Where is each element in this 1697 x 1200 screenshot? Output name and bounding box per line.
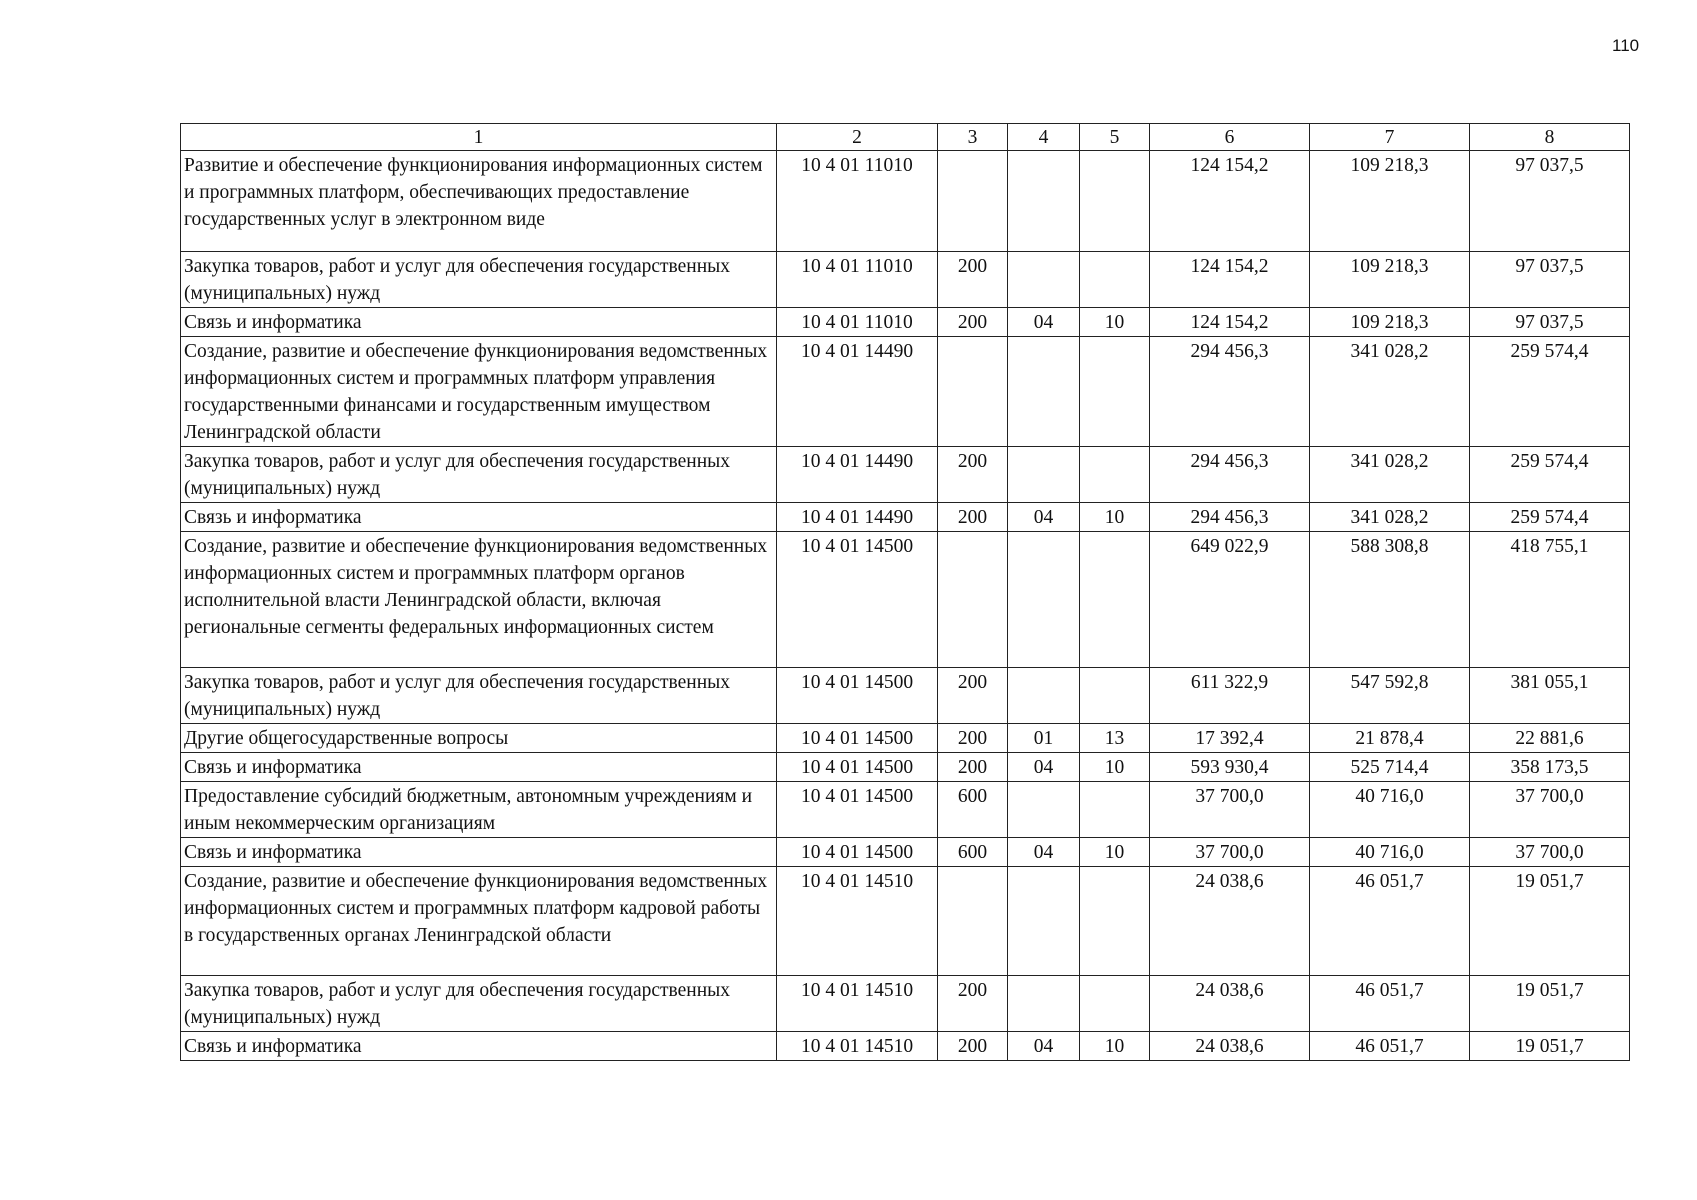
- subsection-cell: [1080, 867, 1150, 976]
- expense-type-cell: 200: [938, 668, 1008, 724]
- expense-type-cell: 200: [938, 1032, 1008, 1061]
- subsection-cell: [1080, 447, 1150, 503]
- amount-year2-cell: 109 218,3: [1310, 308, 1470, 337]
- subsection-cell: 13: [1080, 724, 1150, 753]
- amount-year3-cell: 22 881,6: [1470, 724, 1630, 753]
- table-row: [181, 782, 1630, 838]
- amount-year2-cell: 341 028,2: [1310, 503, 1470, 532]
- target-article-cell: 10 4 01 14490: [777, 447, 938, 503]
- amount-year1-cell: 649 022,9: [1150, 532, 1310, 668]
- section-cell: [1008, 447, 1080, 503]
- row-name-cell: Связь и информатика: [181, 1032, 777, 1061]
- expense-type-cell: 200: [938, 976, 1008, 1032]
- row-name-cell: Создание, развитие и обеспечение функционирования ведомственных информационных систем и программных платформ кадровой работы в государственных органах Ленинградской области: [181, 867, 777, 976]
- amount-year3-cell: 259 574,4: [1470, 503, 1630, 532]
- amount-year3-cell: 19 051,7: [1470, 976, 1630, 1032]
- amount-year3-cell: 37 700,0: [1470, 838, 1630, 867]
- table-row: [181, 976, 1630, 1032]
- table-row: [181, 447, 1630, 503]
- amount-year1-cell: 294 456,3: [1150, 337, 1310, 447]
- target-article-cell: 10 4 01 14500: [777, 532, 938, 668]
- table-row: [181, 532, 1630, 668]
- target-article-cell: 10 4 01 14500: [777, 724, 938, 753]
- header-cell: 4: [1008, 124, 1080, 151]
- subsection-cell: 10: [1080, 308, 1150, 337]
- subsection-cell: [1080, 532, 1150, 668]
- subsection-cell: [1080, 151, 1150, 252]
- expense-type-cell: [938, 337, 1008, 447]
- budget-table: [180, 123, 1630, 1061]
- row-name-cell: Закупка товаров, работ и услуг для обеспечения государственных (муниципальных) нужд: [181, 252, 777, 308]
- header-cell: 6: [1150, 124, 1310, 151]
- header-cell: 3: [938, 124, 1008, 151]
- subsection-cell: [1080, 782, 1150, 838]
- subsection-cell: [1080, 252, 1150, 308]
- amount-year3-cell: 97 037,5: [1470, 151, 1630, 252]
- expense-type-cell: 200: [938, 724, 1008, 753]
- table-row: [181, 503, 1630, 532]
- row-name-cell: Закупка товаров, работ и услуг для обеспечения государственных (муниципальных) нужд: [181, 976, 777, 1032]
- amount-year2-cell: 341 028,2: [1310, 337, 1470, 447]
- target-article-cell: 10 4 01 14490: [777, 337, 938, 447]
- amount-year1-cell: 37 700,0: [1150, 838, 1310, 867]
- expense-type-cell: [938, 867, 1008, 976]
- row-name-cell: Другие общегосударственные вопросы: [181, 724, 777, 753]
- expense-type-cell: 600: [938, 782, 1008, 838]
- amount-year1-cell: 24 038,6: [1150, 976, 1310, 1032]
- amount-year1-cell: 294 456,3: [1150, 503, 1310, 532]
- section-cell: [1008, 668, 1080, 724]
- header-cell: 2: [777, 124, 938, 151]
- subsection-cell: [1080, 337, 1150, 447]
- amount-year1-cell: 37 700,0: [1150, 782, 1310, 838]
- subsection-cell: [1080, 976, 1150, 1032]
- section-cell: [1008, 151, 1080, 252]
- table-row: [181, 1032, 1630, 1061]
- amount-year2-cell: 341 028,2: [1310, 447, 1470, 503]
- table-row: [181, 753, 1630, 782]
- subsection-cell: 10: [1080, 503, 1150, 532]
- amount-year1-cell: 611 322,9: [1150, 668, 1310, 724]
- expense-type-cell: 200: [938, 308, 1008, 337]
- subsection-cell: [1080, 668, 1150, 724]
- section-cell: [1008, 337, 1080, 447]
- section-cell: 04: [1008, 503, 1080, 532]
- section-cell: [1008, 976, 1080, 1032]
- amount-year2-cell: 525 714,4: [1310, 753, 1470, 782]
- row-name-cell: Связь и информатика: [181, 503, 777, 532]
- amount-year3-cell: 37 700,0: [1470, 782, 1630, 838]
- expense-type-cell: [938, 151, 1008, 252]
- amount-year2-cell: 46 051,7: [1310, 1032, 1470, 1061]
- amount-year1-cell: 24 038,6: [1150, 867, 1310, 976]
- table-row: [181, 252, 1630, 308]
- amount-year2-cell: 46 051,7: [1310, 976, 1470, 1032]
- amount-year3-cell: 97 037,5: [1470, 252, 1630, 308]
- table-row: [181, 668, 1630, 724]
- section-cell: [1008, 867, 1080, 976]
- row-name-cell: Закупка товаров, работ и услуг для обеспечения государственных (муниципальных) нужд: [181, 447, 777, 503]
- row-name-cell: Создание, развитие и обеспечение функционирования ведомственных информационных систем и программных платформ управления государственными финансами и государственным имуществом Ленинградской области: [181, 337, 777, 447]
- target-article-cell: 10 4 01 14510: [777, 867, 938, 976]
- table-row: [181, 308, 1630, 337]
- row-name-cell: Развитие и обеспечение функционирования информационных систем и программных платформ, обеспечивающих предоставление государственных услуг в электронном виде: [181, 151, 777, 252]
- amount-year3-cell: 259 574,4: [1470, 447, 1630, 503]
- expense-type-cell: 600: [938, 838, 1008, 867]
- amount-year3-cell: 358 173,5: [1470, 753, 1630, 782]
- amount-year2-cell: 109 218,3: [1310, 151, 1470, 252]
- amount-year2-cell: 21 878,4: [1310, 724, 1470, 753]
- header-cell: 1: [181, 124, 777, 151]
- target-article-cell: 10 4 01 14510: [777, 976, 938, 1032]
- table-header-row: [181, 124, 1630, 151]
- expense-type-cell: [938, 532, 1008, 668]
- target-article-cell: 10 4 01 14500: [777, 753, 938, 782]
- row-name-cell: Предоставление субсидий бюджетным, автономным учреждениям и иным некоммерческим организациям: [181, 782, 777, 838]
- amount-year1-cell: 124 154,2: [1150, 252, 1310, 308]
- expense-type-cell: 200: [938, 503, 1008, 532]
- row-name-cell: Связь и информатика: [181, 753, 777, 782]
- amount-year2-cell: 588 308,8: [1310, 532, 1470, 668]
- row-name-cell: Связь и информатика: [181, 308, 777, 337]
- amount-year1-cell: 17 392,4: [1150, 724, 1310, 753]
- amount-year2-cell: 46 051,7: [1310, 867, 1470, 976]
- amount-year1-cell: 124 154,2: [1150, 151, 1310, 252]
- expense-type-cell: 200: [938, 252, 1008, 308]
- table-row: [181, 724, 1630, 753]
- section-cell: 04: [1008, 838, 1080, 867]
- section-cell: [1008, 532, 1080, 668]
- amount-year3-cell: 259 574,4: [1470, 337, 1630, 447]
- amount-year3-cell: 19 051,7: [1470, 1032, 1630, 1061]
- amount-year1-cell: 294 456,3: [1150, 447, 1310, 503]
- subsection-cell: 10: [1080, 838, 1150, 867]
- expense-type-cell: 200: [938, 447, 1008, 503]
- table-row: [181, 151, 1630, 252]
- amount-year1-cell: 24 038,6: [1150, 1032, 1310, 1061]
- header-cell: 7: [1310, 124, 1470, 151]
- target-article-cell: 10 4 01 14490: [777, 503, 938, 532]
- amount-year1-cell: 124 154,2: [1150, 308, 1310, 337]
- expense-type-cell: 200: [938, 753, 1008, 782]
- target-article-cell: 10 4 01 11010: [777, 151, 938, 252]
- target-article-cell: 10 4 01 14500: [777, 838, 938, 867]
- table-row: [181, 337, 1630, 447]
- header-cell: 8: [1470, 124, 1630, 151]
- target-article-cell: 10 4 01 11010: [777, 308, 938, 337]
- amount-year2-cell: 547 592,8: [1310, 668, 1470, 724]
- target-article-cell: 10 4 01 14500: [777, 668, 938, 724]
- target-article-cell: 10 4 01 14510: [777, 1032, 938, 1061]
- section-cell: 04: [1008, 1032, 1080, 1061]
- subsection-cell: 10: [1080, 1032, 1150, 1061]
- amount-year1-cell: 593 930,4: [1150, 753, 1310, 782]
- section-cell: 01: [1008, 724, 1080, 753]
- amount-year3-cell: 97 037,5: [1470, 308, 1630, 337]
- table-row: [181, 838, 1630, 867]
- row-name-cell: Связь и информатика: [181, 838, 777, 867]
- table-row: [181, 867, 1630, 976]
- amount-year3-cell: 19 051,7: [1470, 867, 1630, 976]
- section-cell: [1008, 252, 1080, 308]
- amount-year2-cell: 40 716,0: [1310, 782, 1470, 838]
- amount-year2-cell: 109 218,3: [1310, 252, 1470, 308]
- target-article-cell: 10 4 01 11010: [777, 252, 938, 308]
- amount-year3-cell: 418 755,1: [1470, 532, 1630, 668]
- target-article-cell: 10 4 01 14500: [777, 782, 938, 838]
- header-cell: 5: [1080, 124, 1150, 151]
- row-name-cell: Закупка товаров, работ и услуг для обеспечения государственных (муниципальных) нужд: [181, 668, 777, 724]
- amount-year2-cell: 40 716,0: [1310, 838, 1470, 867]
- page-number: 110: [1612, 36, 1640, 55]
- amount-year3-cell: 381 055,1: [1470, 668, 1630, 724]
- row-name-cell: Создание, развитие и обеспечение функционирования ведомственных информационных систем и программных платформ органов исполнительной власти Ленинградской области, включая региональные сегменты федеральных информационных систем: [181, 532, 777, 668]
- subsection-cell: 10: [1080, 753, 1150, 782]
- section-cell: 04: [1008, 308, 1080, 337]
- section-cell: 04: [1008, 753, 1080, 782]
- section-cell: [1008, 782, 1080, 838]
